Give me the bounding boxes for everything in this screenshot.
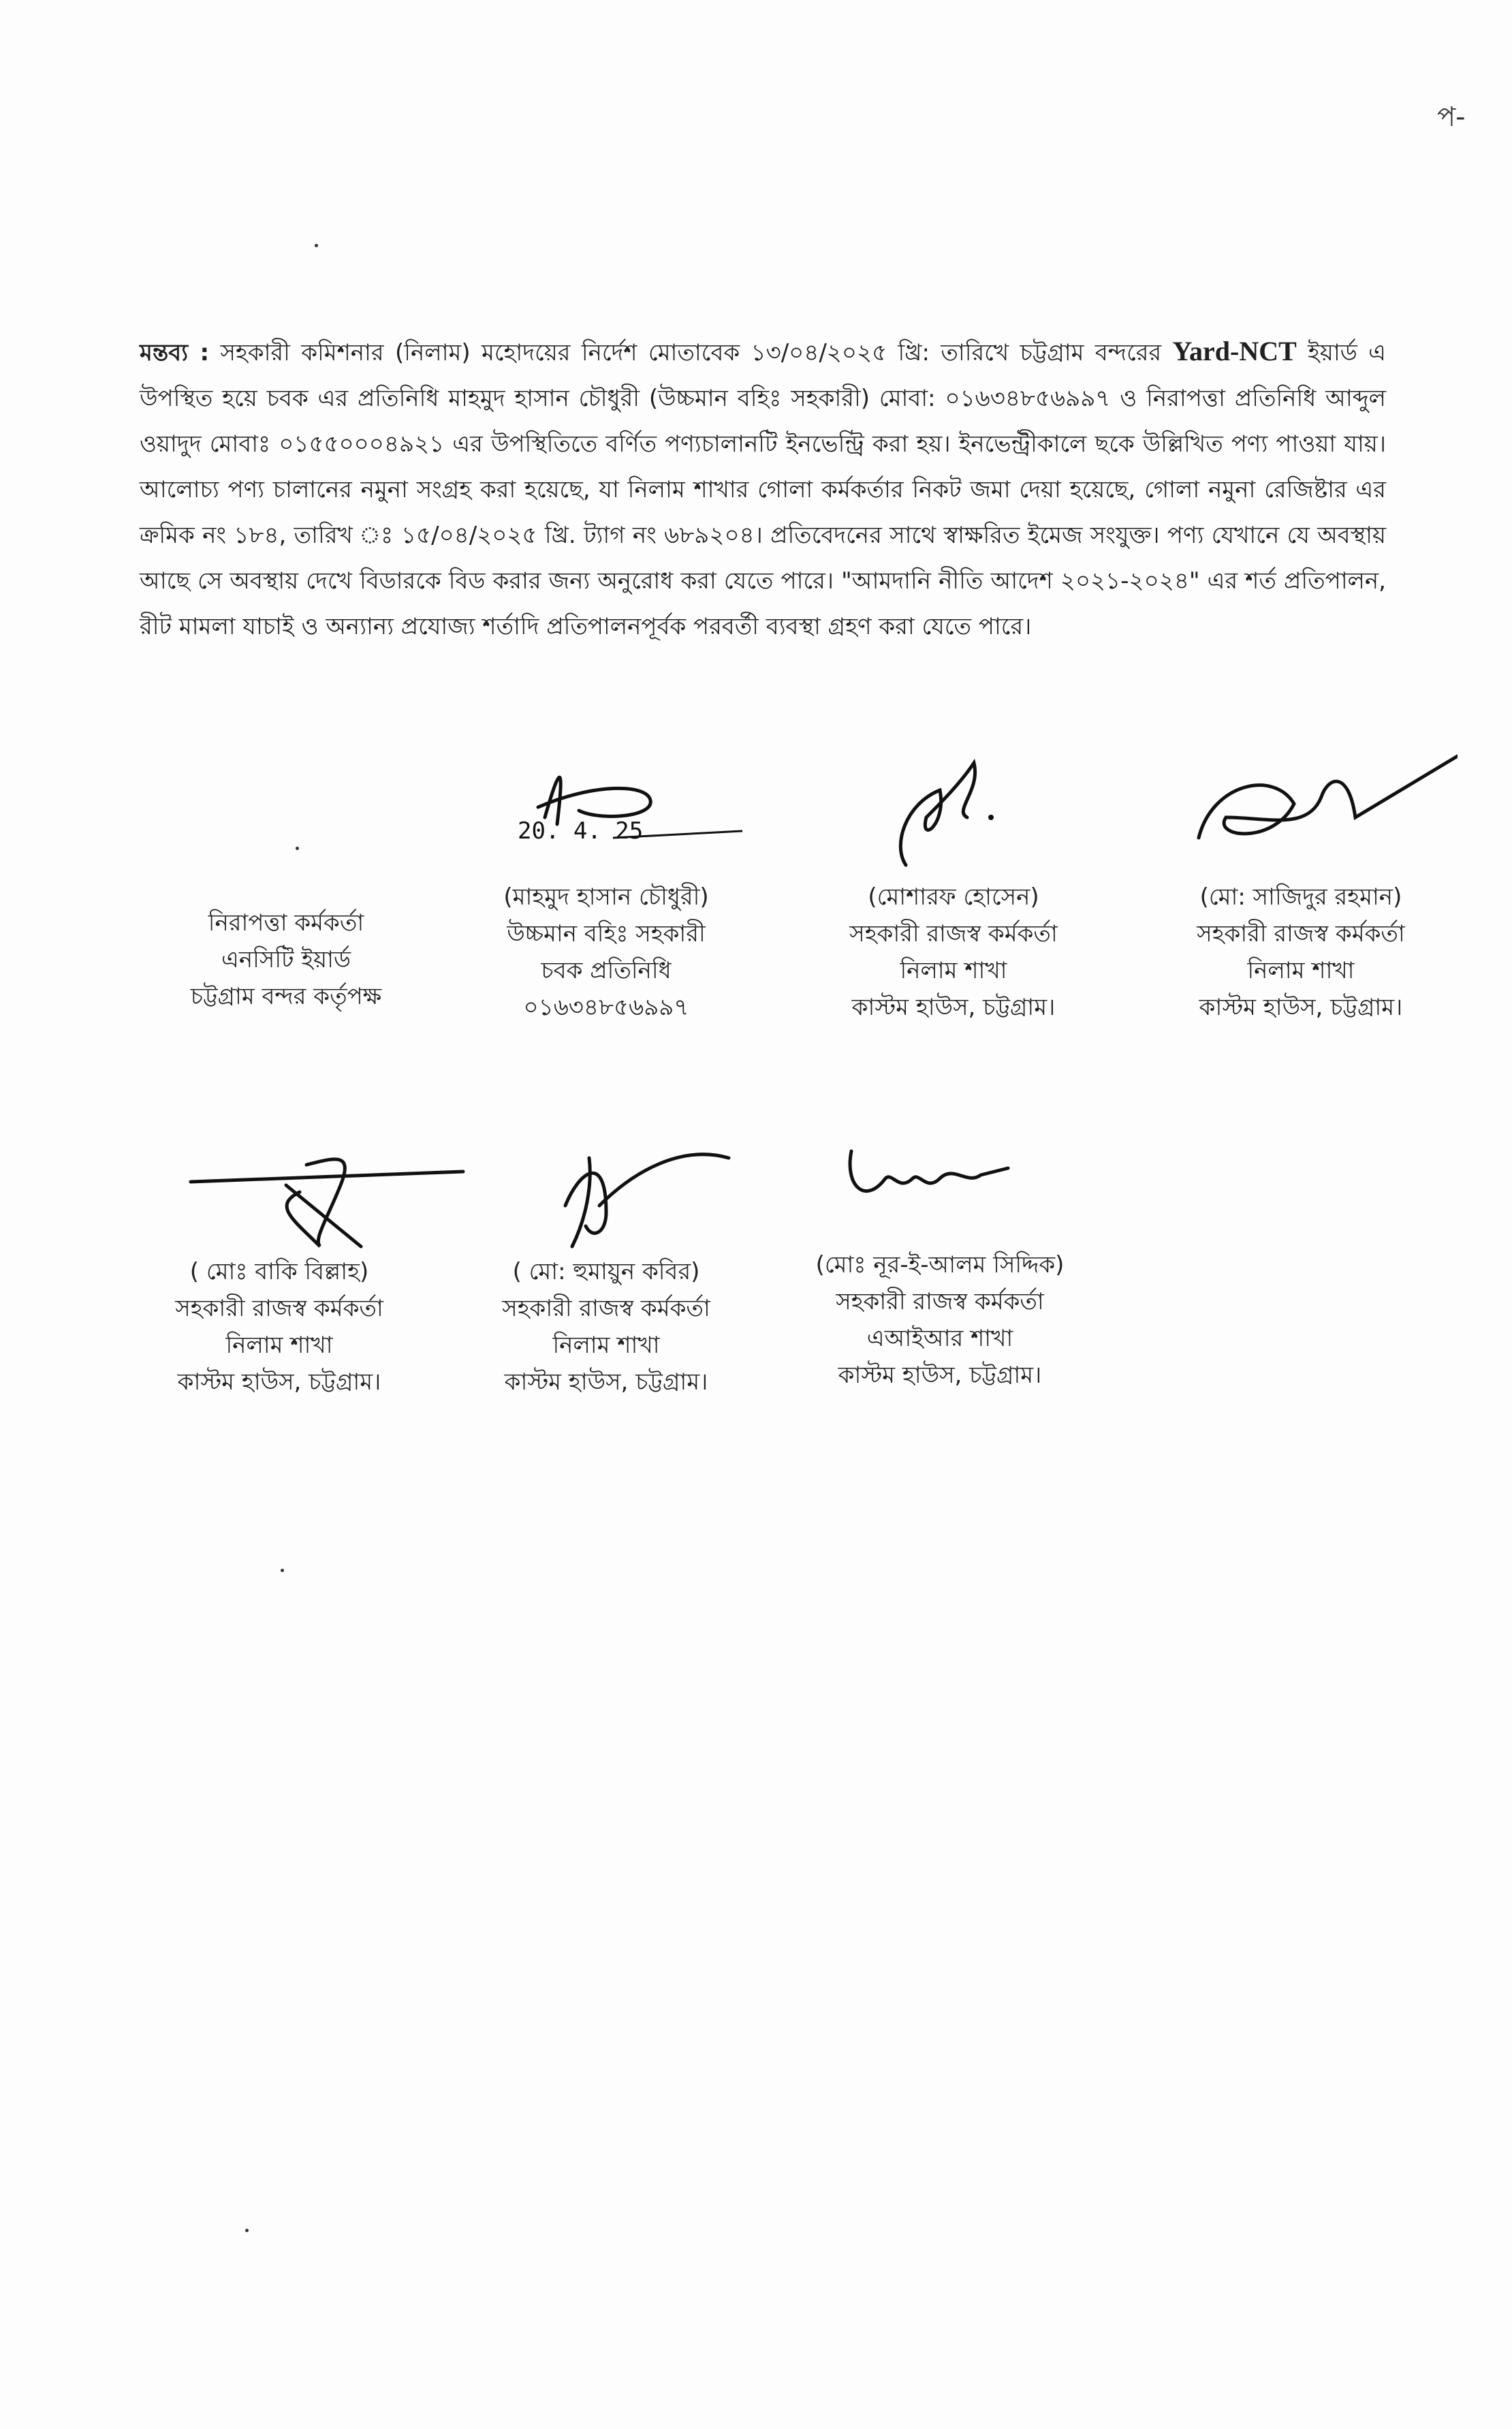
- signatory-baki-billah: [123, 1253, 436, 1400]
- signatory-designation: সহকারী রাজস্ব কর্মকর্তা: [502, 1295, 710, 1322]
- signatory-designation: উচ্চমান বহিঃ সহকারী: [507, 920, 706, 947]
- signature-sajidur-rahman: [1185, 742, 1458, 879]
- signatory-office: এআইআর শাখা: [866, 1325, 1013, 1352]
- signatory-humayun-kabir: [463, 1253, 749, 1400]
- speck-mark: [245, 2229, 249, 2232]
- signatory-organization: কাস্টম হাউস, চট্টগ্রাম।: [851, 994, 1056, 1021]
- signatory-organization: কাস্টম হাউস, চট্টগ্রাম।: [838, 1362, 1042, 1389]
- remarks-text-part-2: ইয়ার্ড এ উপস্থিত হয়ে চবক এর প্রতিনিধি মাহমুদ হাসান চৌধুরী (উচ্চমান বহিঃ সহকারী) মোবা: ০১৬৩৪৮৫৬৯৯৭ ও নিরাপত্তা প্রতিনিধি আব্দুল ওয়াদুদ মোবাঃ ০১৫৫০০০৪৯২১ এর উপস্থিতিতে বর্ণিত পণ্যচালানটি ইনভেন্ট্রি করা হয়। ইনভেন্ট্রীকালে ছকে উল্লিখিত পণ্য পাওয়া যায়। আলোচ্য পণ্য চালানের নমুনা সংগ্রহ করা হয়েছে, যা নিলাম শাখার গোলা কর্মকর্তার নিকট জমা দেয়া হয়েছে, গোলা নমুনা রেজিষ্টার এর ক্রমিক নং ১৮৪, তারিখ ঃ ১৫/০৪/২০২৫ খ্রি. ট্যাগ নং ৬৮৯২০৪। প্রতিবেদনের সাথে স্বাক্ষরিত ইমেজ সংযুক্ত। পণ্য যেখানে যে অবস্থায় আছে সে অবস্থায় দেখে বিডারকে বিড করার জন্য অনুরোধ করা যেতে পারে। "আমদানি নীতি আদেশ ২০২১-২০২৪" এর শর্ত প্রতিপালন, রীট মামলা যাচাই ও অন্যান্য প্রযোজ্য শর্তাদি প্রতিপালনপূর্বক পরবর্তী ব্যবস্থা গ্রহণ করা যেতে পারে।: [140, 339, 1386, 640]
- signature-nur-e-alam: [838, 1138, 1015, 1226]
- signatory-nur-e-alam: [776, 1247, 1103, 1394]
- signatory-designation: সহকারী রাজস্ব কর্মকর্তা: [1197, 920, 1405, 947]
- signature-date: 20. 4. 25: [518, 817, 644, 845]
- speck-mark: [296, 847, 299, 850]
- signatory-organization: কাস্টম হাউস, চট্টগ্রাম।: [1199, 994, 1403, 1021]
- signatory-name: (মাহমুদ হাসান চৌধুরী): [503, 883, 709, 911]
- speck-mark: [281, 1569, 284, 1572]
- remarks-lead: মন্তব্য :: [140, 339, 210, 366]
- signatory-name: (মো: সাজিদুর রহমান): [1199, 883, 1402, 911]
- signatory-designation: সহকারী রাজস্ব কর্মকর্তা: [849, 920, 1058, 947]
- signatory-office: নিলাম শাখা: [900, 957, 1007, 984]
- signatory-security-officer: [129, 905, 443, 1015]
- signature-humayun-kabir: [531, 1131, 736, 1260]
- signatory-name: (মোশারফ হোসেন): [868, 883, 1039, 911]
- remarks-paragraph: [140, 328, 1386, 650]
- signatory-organization: চট্টগ্রাম বন্দর কর্তৃপক্ষ: [190, 983, 382, 1010]
- signatory-organization: কাস্টম হাউস, চট্টগ্রাম।: [504, 1368, 708, 1396]
- signatory-name: (মোঃ নূর-ই-আলম সিদ্দিক): [815, 1251, 1065, 1279]
- signatory-designation: সহকারী রাজস্ব কর্মকর্তা: [175, 1295, 383, 1322]
- signatory-office: চবক প্রতিনিধি: [541, 957, 672, 984]
- signature-mosharaf-hossen: [879, 742, 1015, 879]
- signatory-designation: সহকারী রাজস্ব কর্মকর্তা: [836, 1288, 1044, 1315]
- signatory-designation: নিরাপত্তা কর্মকর্তা: [208, 909, 364, 937]
- signatory-sajidur-rahman: [1144, 879, 1458, 1026]
- remarks-text-part-1: সহকারী কমিশনার (নিলাম) মহোদয়ের নির্দেশ মোতাবেক ১৩/০৪/২০২৫ খ্রি: তারিখে চট্টগ্রাম বন্দরের: [209, 339, 1173, 366]
- signatory-mahmud-hasan: [463, 879, 749, 1026]
- signatory-name: ( মো: হুমায়ুন কবির): [512, 1258, 700, 1285]
- signatory-organization: কাস্টম হাউস, চট্টগ্রাম।: [177, 1368, 381, 1396]
- signatory-office: এনসিটি ইয়ার্ড: [221, 946, 351, 973]
- yard-name: Yard-NCT: [1172, 336, 1297, 366]
- signatory-office: নিলাম শাখা: [552, 1332, 660, 1359]
- signatory-phone: ০১৬৩৪৮৫৬৯৯৭: [523, 994, 689, 1021]
- signatory-office: নিলাম শাখা: [1247, 957, 1355, 984]
- signatory-mosharaf-hossen: [804, 879, 1103, 1026]
- signature-mahmud-hasan: [518, 742, 749, 879]
- signatory-office: নিলাম শাখা: [225, 1332, 333, 1359]
- corner-mark: প-: [1437, 101, 1466, 133]
- speck-mark: [315, 244, 318, 247]
- signatory-name: ( মোঃ বাকি বিল্লাহ): [189, 1258, 369, 1285]
- signature-baki-billah: [184, 1144, 470, 1253]
